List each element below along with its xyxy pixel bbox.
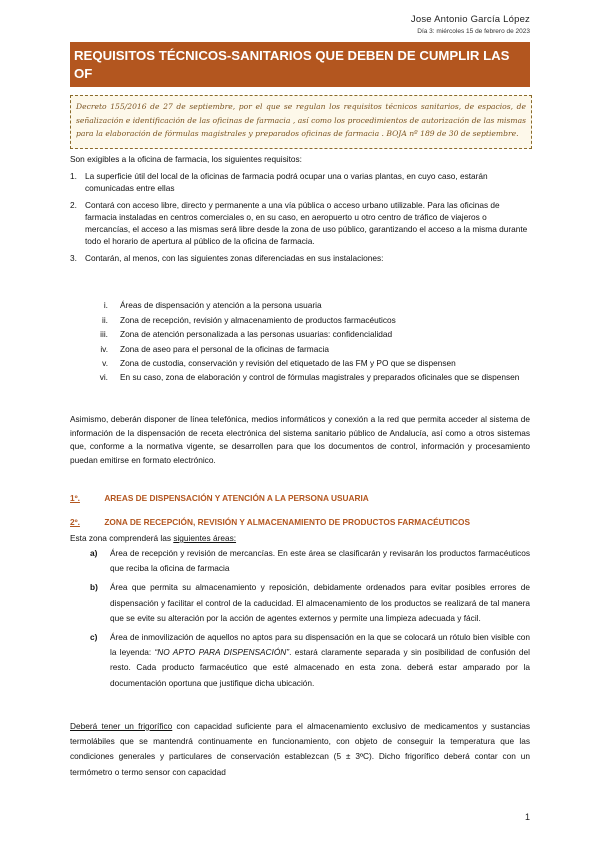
list-item-number: i.	[103, 300, 108, 310]
header-author: Jose Antonio García López	[410, 14, 530, 25]
list-item-number: 1.	[70, 171, 77, 181]
list-item-letter: a)	[90, 548, 98, 558]
list-item	[70, 298, 530, 313]
list-item	[70, 546, 530, 576]
list-item-text: Zona de recepción, revisión y almacenamiento de productos farmacéuticos	[120, 314, 396, 325]
list-item	[70, 313, 530, 328]
list-item	[70, 342, 530, 357]
list-item-text: Área que permita su almacenamiento y reposición, debidamente ordenados para evitar posibles errores de dispensación y facilitar el control de la caducidad. El almacenamiento de los productos se realizará de tal manera que se evite su alteración por la acción de agentes externos y permite una limpieza adecuada y fácil.	[110, 582, 530, 623]
list-item-letter: c)	[90, 632, 98, 643]
requirements-list	[70, 170, 530, 264]
warning-label-text: “NO APTO PARA DISPENSACIÓN”	[154, 647, 290, 658]
list-item-number: vi.	[99, 371, 108, 382]
intro-text: Son exigibles a la oficina de farmacia, los siguientes requisitos:	[70, 154, 302, 164]
list-item-text: Área de inmovilización de aquellos no aptos para su dispensación en la que se colocará un rótulo bien visible con la leyenda:	[110, 632, 530, 658]
list-item-letter: b)	[90, 582, 98, 593]
list-item	[70, 252, 530, 264]
page-number: 1	[524, 812, 530, 822]
zone-intro-text: Esta zona comprenderá las	[70, 533, 174, 543]
list-item-number: iii.	[100, 329, 108, 340]
section-number: 1º.	[70, 493, 80, 503]
list-item	[70, 327, 530, 342]
page-title: REQUISITOS TÉCNICOS-SANITARIOS QUE DEBEN DE CUMPLIR LAS OF	[74, 48, 510, 81]
list-item	[70, 170, 530, 195]
list-item-text: Zona de custodia, conservación y revisión del etiquetado de las FM y PO que se dispensen	[120, 358, 456, 369]
section-number: 2º.	[70, 517, 80, 527]
list-item-text: Áreas de dispensación y atención a la persona usuaria	[120, 300, 322, 310]
header-date: Día 3: miércoles 15 de febrero de 2023	[417, 28, 530, 35]
also-paragraph: Asimismo, deberán disponer de línea telefónica, medios informáticos y conexión a la red que permita acceder al sistema de información de la dispensación de receta electrónica del sistema sanitario público de Andalucía, así como a otros sistemas que, conforme a la normativa vigente, se desarrollen para que los documentos de control, información y procesamiento puedan emitirse en formato electrónico.	[70, 414, 530, 465]
fridge-text: con capacidad suficiente para el almacenamiento exclusivo de medicamentos y sustancias termolábiles que se mantendrá continuamente en funcionamiento, con objeto de conseguir la temperatura que las condiciones generales y particulares de conservación establezcan (5 ± 3ºC). Dicho frigorífico deberá contar con un termómetro o termo sensor con capacidad	[70, 721, 530, 777]
zones-list	[70, 298, 530, 384]
areas-list	[70, 546, 530, 695]
fridge-paragraph	[70, 719, 530, 780]
section-title: AREAS DE DISPENSACIÓN Y ATENCIÓN A LA PERSONA USUARIA	[104, 493, 369, 503]
list-item-text: Contará con acceso libre, directo y permanente a una vía pública o acceso urbano utilizable. Para las oficinas de farmacia instaladas en centros comerciales o, en su caso, en aeropuerto u otro centro de tráfico de viajeros o mercancías, el acceso a las mismas será libre desde la zona de uso público, garantizando el acceso a la misma durante todo el horario de apertura al público de la oficina de farmacia.	[85, 199, 528, 247]
section-heading-2	[70, 517, 530, 527]
list-item	[70, 630, 530, 691]
list-item-text: Zona de atención personalizada a las personas usuarias: confidencialidad	[120, 329, 393, 340]
section-heading-1	[70, 493, 530, 503]
list-item-text: Contarán, al menos, con las siguientes zonas diferenciadas en sus instalaciones:	[85, 252, 384, 263]
list-item	[70, 199, 530, 248]
list-item-number: 3.	[70, 252, 77, 263]
list-item-text-cont: . estará claramente separada y sin posibilidad de confusión del resto. Cada producto farmacéutico que esté almacenado en esta zona. deberá estar amparado por la documentación oportuna que justifique dicha ubicación.	[110, 647, 531, 688]
list-item-text: Zona de aseo para el personal de la oficinas de farmacia	[120, 343, 329, 354]
zone-intro-emphasis: siguientes áreas:	[173, 533, 237, 543]
section-title: ZONA DE RECEPCIÓN, REVISIÓN Y ALMACENAMIENTO DE PRODUCTOS FARMACÉUTICOS	[104, 517, 471, 527]
title-banner	[70, 42, 530, 87]
fridge-emphasis: Deberá tener un frigorífico	[70, 721, 173, 731]
list-item	[70, 371, 530, 385]
list-item-text: La superficie útil del local de la oficinas de farmacia podrá ocupar una o varias plantas, en cuyo caso, estarán comunicadas entre ellas	[85, 171, 488, 194]
zone-intro	[70, 532, 530, 544]
list-item-number: 2.	[70, 199, 77, 210]
list-item	[70, 580, 530, 626]
list-item-text: En su caso, zona de elaboración y control de fórmulas magistrales y preparados oficinales que se dispensen	[120, 371, 520, 382]
decree-box: Decreto 155/2016 de 27 de septiembre, por el que se regulan los requisitos técnicos sanitarios, de espacios, de señalización e identificación de las oficinas de farmacia , así como los procedimientos de autorización de las mismas para la elaboración de fórmulas magistrales y preparados oficinas de farmacia . BOJA nº 189 de 30 de septiembre.	[70, 95, 532, 149]
list-item-number: v.	[102, 358, 108, 369]
list-item	[70, 356, 530, 371]
list-item-number: iv.	[100, 343, 108, 354]
list-item-number: ii.	[102, 314, 108, 325]
list-item-text: Área de recepción y revisión de mercancías. En este área se clasificarán y revisarán los productos farmacéuticos que reciba la oficina de farmacia	[110, 548, 530, 574]
